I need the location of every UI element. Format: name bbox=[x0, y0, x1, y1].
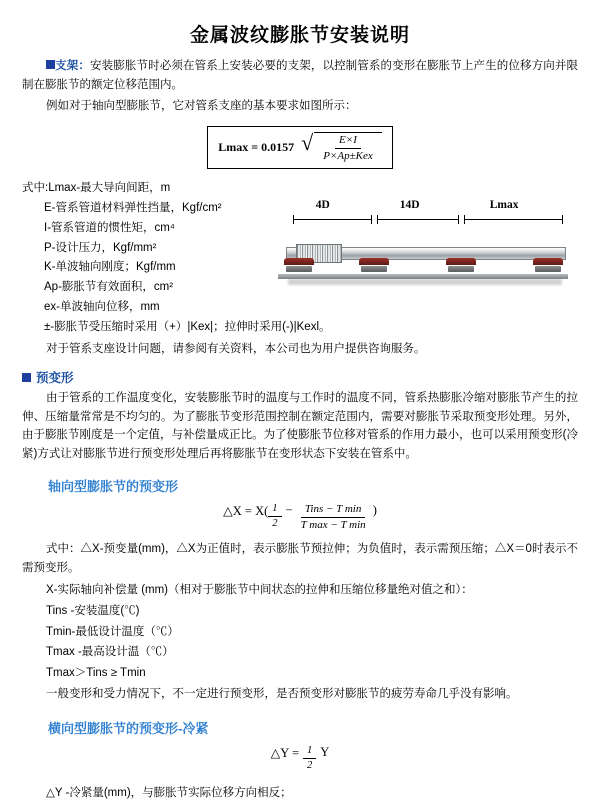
dimension-tick bbox=[464, 215, 465, 224]
blue-square-bullet-icon bbox=[46, 60, 55, 69]
predeformation-heading-label: 预变形 bbox=[36, 371, 74, 385]
axial-formula-half-denominator: 2 bbox=[272, 518, 278, 530]
dimension-lines bbox=[278, 215, 568, 225]
pipe-support-icon bbox=[284, 258, 314, 272]
pipe-assembly bbox=[278, 227, 568, 289]
blue-square-bullet-icon bbox=[22, 373, 31, 382]
sqrt-body bbox=[314, 132, 382, 163]
expansion-joint-diagram bbox=[278, 199, 568, 311]
dimension-line-4d bbox=[293, 219, 371, 220]
axial-note-1: 式中：△X-预变量(mm)，△X为正值时，表示膨胀节预拉伸；为负值时，表示需预压缩；△X＝0时表示不需预变形。 bbox=[22, 542, 578, 574]
lateral-formula-half bbox=[303, 745, 316, 773]
axial-note-5: Tmax -最高设计温（℃） bbox=[46, 646, 174, 659]
legend-item: 式中:Lmax-最大导向间距，m bbox=[22, 182, 171, 195]
pipe-support-icon bbox=[533, 258, 563, 272]
legend-item: E-管系管道材料弹性挡量，Kgf/cm² bbox=[44, 202, 222, 215]
lmax-fraction-numerator: E×I bbox=[335, 134, 361, 149]
predeformation-section-heading bbox=[22, 368, 578, 386]
dimension-tick bbox=[293, 215, 294, 224]
dimension-tick bbox=[371, 215, 372, 224]
lmax-formula-container bbox=[22, 126, 578, 169]
lmax-formula-box bbox=[207, 126, 392, 169]
legend-item: ±-膨胀节受压缩时采用（+）|Kex|；拉伸时采用(-)|Kexl。 bbox=[44, 320, 331, 333]
lmax-fraction-denominator: P×Ap±Kex bbox=[323, 150, 373, 163]
legend-item: I-管系管道的惯性矩，cm⁴ bbox=[44, 221, 175, 234]
pipe-support-icon bbox=[359, 258, 389, 272]
lateral-predeformation-formula bbox=[22, 745, 578, 773]
axial-note-7: 一般变形和受力情况下，不一定进行预变形，是否预变形对膨胀节的疲劳寿命几乎没有影响。 bbox=[46, 687, 518, 700]
lmax-formula-label: Lmax = 0.0157 bbox=[218, 140, 295, 155]
lmax-fraction bbox=[319, 134, 377, 163]
axial-formula-ratio-numerator: Tins − T min bbox=[301, 503, 365, 518]
legend-item: K-单波轴向刚度；Kgf/mm bbox=[44, 261, 176, 274]
predeformation-paragraph: 由于管系的工作温度变化，安装膨胀节时的温度与工作时的温度不同，管系热膨胀冷缩对膨胀节产生的拉伸、压缩量常常是不均匀的。为了膨胀节变形范围控制在额定范围内，需要对膨胀节采取预变形处理。另外，由于膨胀节刚度是一个定值，与补偿量成正比。为了使膨胀节位移对管系的作用力最小，也可以采用预变形(冷紧)方式让对膨胀节进行预变形处理后再将膨胀节在变形状态下安装在管系中。 bbox=[22, 392, 578, 460]
dimension-label-14d: 14D bbox=[399, 199, 420, 212]
dimension-line-14d bbox=[377, 219, 458, 220]
legend-and-figure-row bbox=[22, 177, 578, 337]
legend-item: P-设计压力，Kgf/mm² bbox=[44, 241, 157, 254]
support-section-paragraph-1 bbox=[22, 57, 578, 94]
axial-note-2: X-实际轴向补偿量 (mm)（相对于膨胀节中间状态的拉伸和压缩位移量绝对值之和）： bbox=[46, 584, 473, 597]
lateral-formula-rhs: Y bbox=[320, 744, 330, 759]
axial-formula-temperature-ratio bbox=[297, 503, 370, 532]
pipe-support-icon bbox=[446, 258, 476, 272]
support-section-heading: 支架： bbox=[55, 60, 90, 72]
lateral-note: △Y -冷紧量(mm)，与膨胀节实际位移方向相反； bbox=[46, 786, 292, 799]
axial-predeformation-heading: 轴向型膨胀节的预变形 bbox=[48, 478, 179, 494]
axial-note-6: Tmax＞Tins ≥ Tmin bbox=[46, 666, 146, 679]
legend-item: Ap-膨胀节有效面积，cm² bbox=[44, 281, 174, 294]
dimension-line-lmax bbox=[464, 219, 563, 220]
legend-item: ex-单波轴向位移，mm bbox=[44, 300, 160, 313]
page-title: 金属波纹膨胀节安装说明 bbox=[189, 25, 410, 46]
axial-predeformation-formula bbox=[22, 503, 578, 532]
axial-formula-lhs: △X = X( bbox=[223, 503, 269, 518]
dimension-label-row bbox=[278, 199, 568, 215]
axial-formula-half-numerator: 1 bbox=[268, 503, 281, 518]
lateral-formula-half-numerator: 1 bbox=[303, 745, 316, 760]
dimension-tick bbox=[562, 215, 563, 224]
axial-formula-ratio-denominator: T max − T min bbox=[300, 518, 366, 531]
dimension-tick bbox=[458, 215, 459, 224]
sqrt-icon: √ bbox=[301, 129, 314, 155]
figure-shadow bbox=[288, 279, 562, 285]
axial-note-4: Tmin-最低设计温度（℃） bbox=[46, 625, 179, 638]
sqrt-group bbox=[301, 129, 382, 163]
dimension-label-lmax: Lmax bbox=[489, 199, 519, 212]
support-design-note: 对于管系支座设计问题，请参阅有关资料，本公司也为用户提供咨询服务。 bbox=[46, 343, 426, 356]
axial-formula-half bbox=[268, 503, 281, 532]
axial-note-3: Tins -安装温度(℃) bbox=[46, 604, 140, 617]
lateral-formula-half-denominator: 2 bbox=[307, 760, 313, 772]
lateral-predeformation-heading: 横向型膨胀节的预变形-冷紧 bbox=[48, 720, 209, 736]
lateral-formula-lhs: △Y = bbox=[270, 745, 300, 760]
axial-formula-rhs: ) bbox=[372, 502, 377, 517]
support-section-body-1: 安装膨胀节时必须在管系上安装必要的支架，以控制管系的变形在膨胀节上产生的位移方向并限制在膨胀节的额定位移范围内。 bbox=[22, 60, 579, 91]
axial-formula-minus: − bbox=[285, 502, 293, 517]
dimension-label-4d: 4D bbox=[315, 199, 330, 212]
dimension-tick bbox=[377, 215, 378, 224]
support-section-paragraph-2: 例如对于轴向型膨胀节，它对管系支座的基本要求如图所示： bbox=[46, 100, 357, 113]
